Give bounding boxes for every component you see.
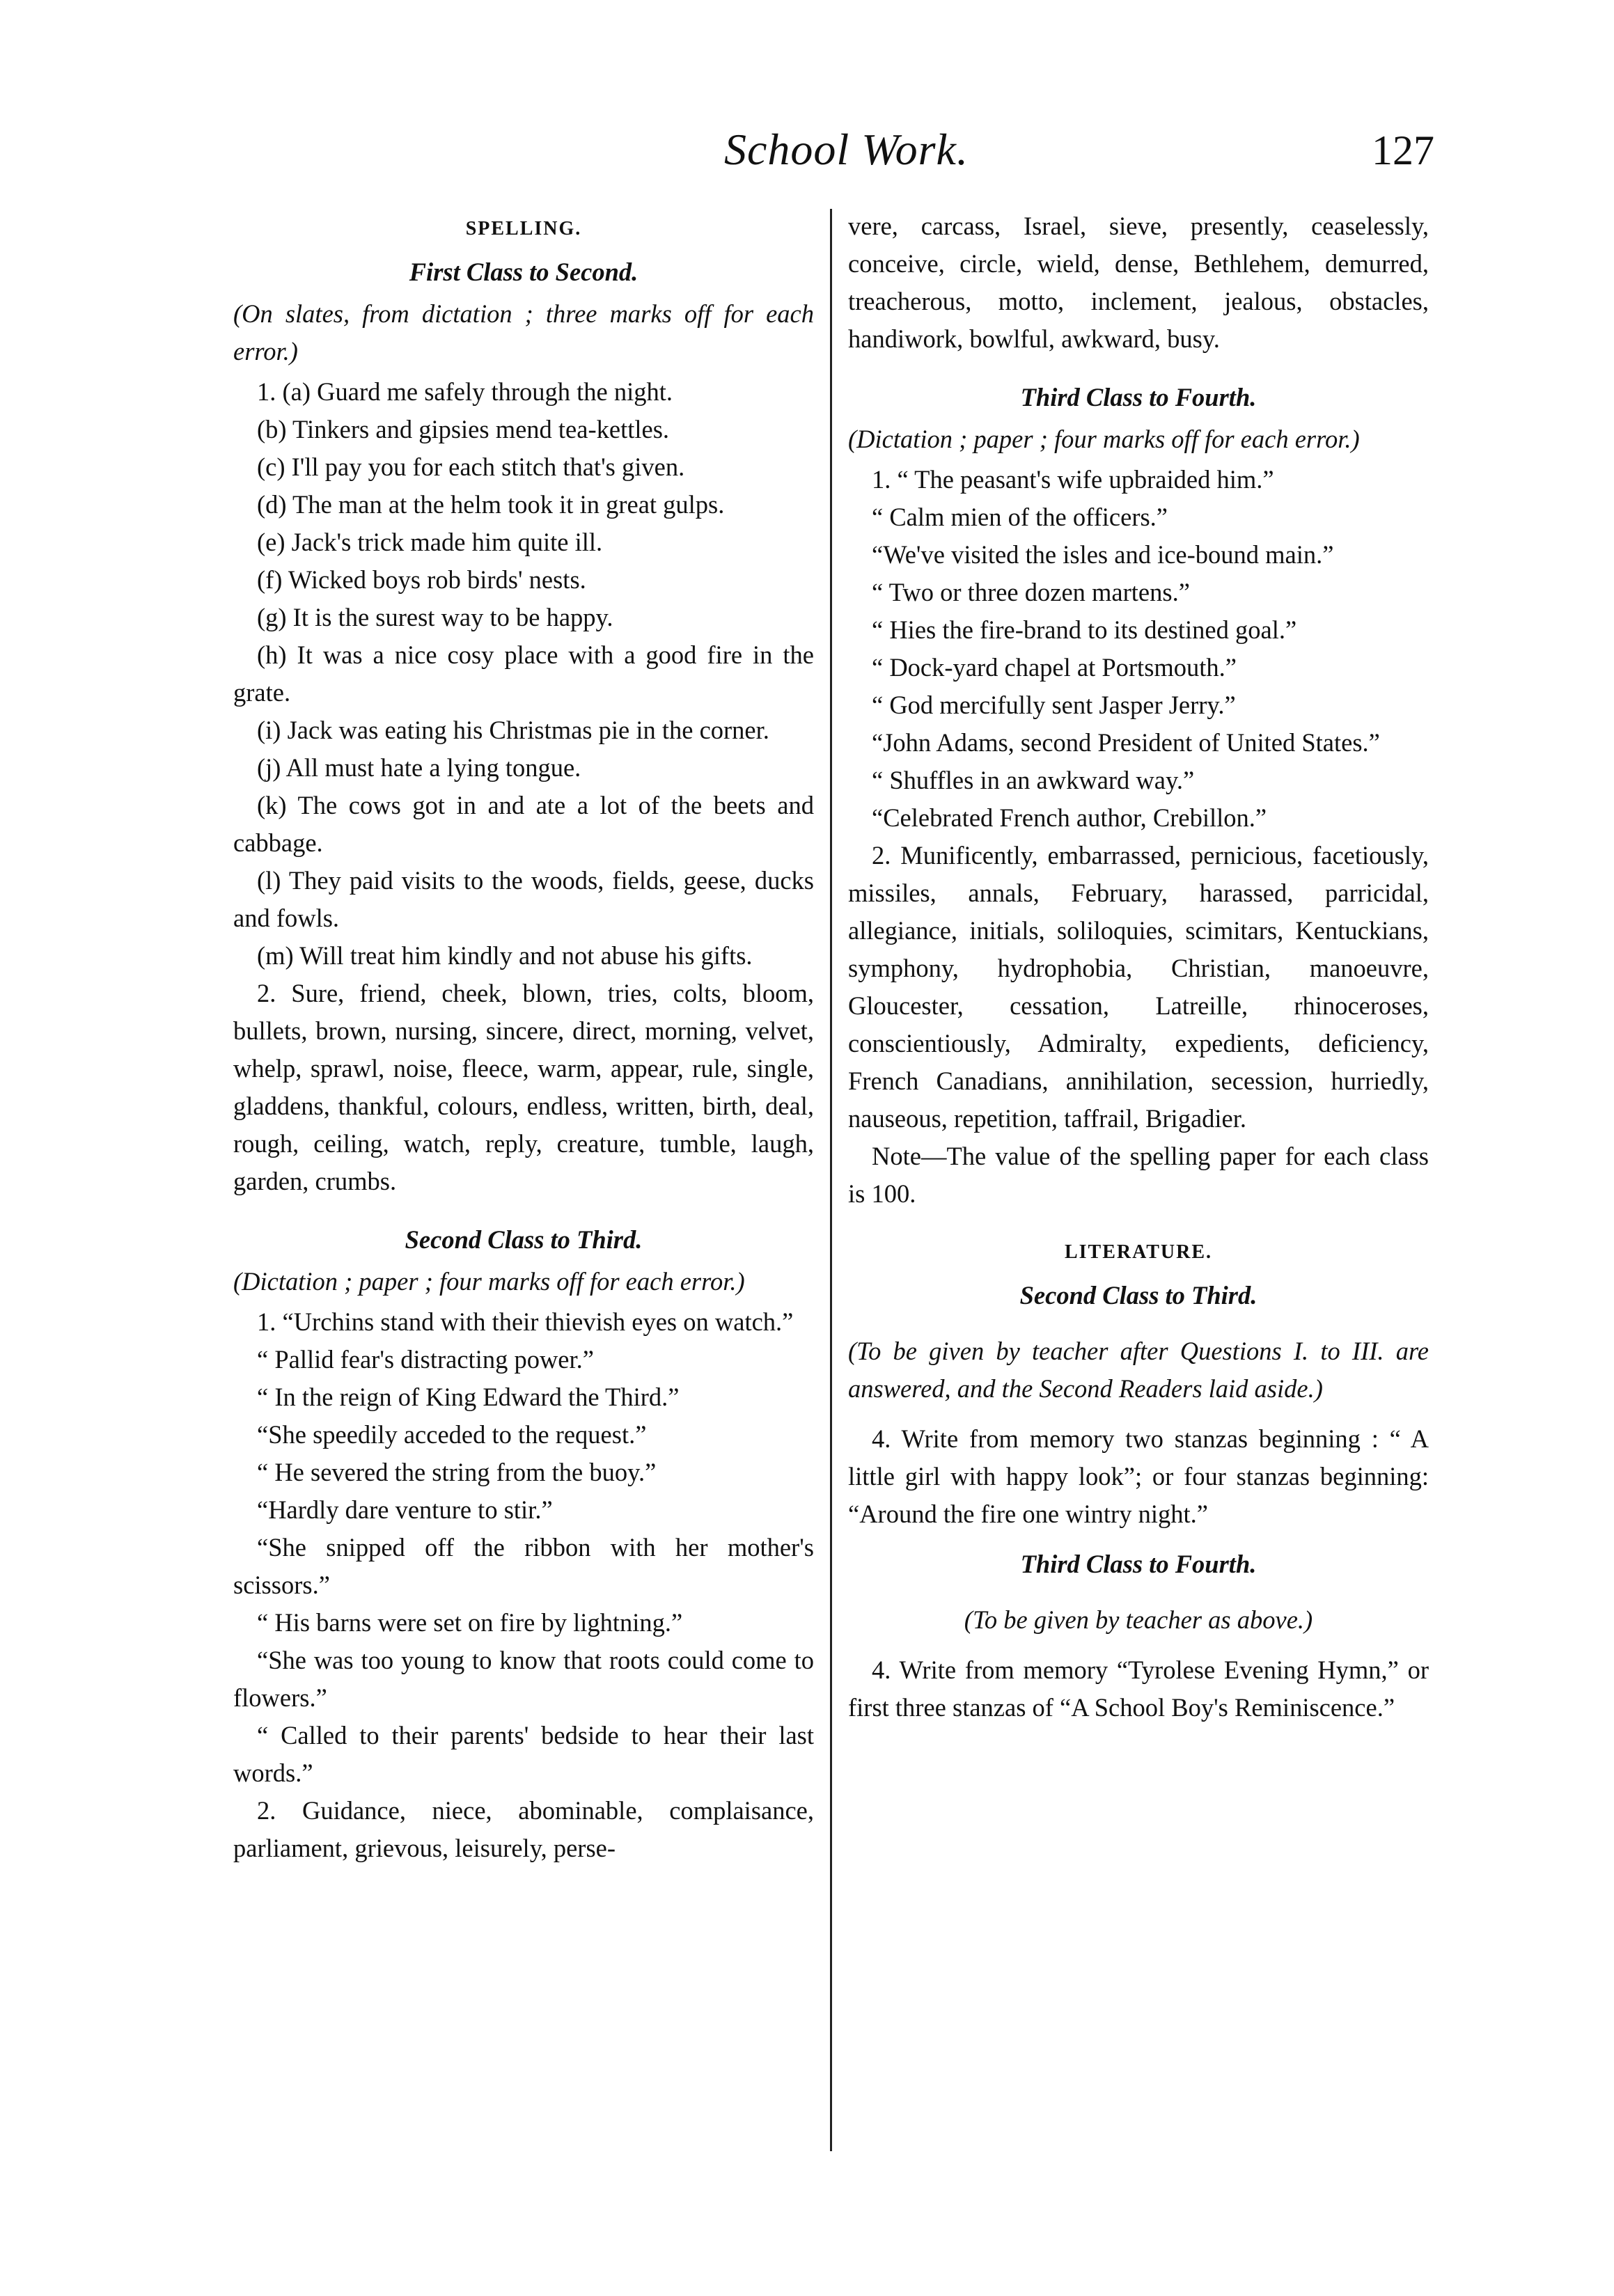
list-item: (f) Wicked boys rob birds' nests. bbox=[257, 565, 586, 594]
list-item: “John Adams, second President of United States.” bbox=[872, 728, 1380, 757]
list-item: (g) It is the surest way to be happy. bbox=[257, 603, 613, 631]
list-item: 1. “Urchins stand with their thievish eyes on watch.” bbox=[257, 1307, 794, 1336]
list-item: 4. Write from memory “Tyrolese Evening Hymn,” or first three stanzas of “A School Boy's Reminiscence.” bbox=[848, 1656, 1429, 1722]
list-item: “She was too young to know that roots could come to flowers.” bbox=[233, 1646, 814, 1712]
spelling-heading: SPELLING. bbox=[465, 218, 582, 239]
list-item: “Hardly dare venture to stir.” bbox=[257, 1495, 553, 1524]
left-column bbox=[233, 207, 814, 1867]
list-item: (i) Jack was eating his Christmas pie in the corner. bbox=[257, 716, 769, 744]
running-title: School Work. bbox=[724, 125, 969, 174]
third-class-instructions: (Dictation ; paper ; four marks off for each error.) bbox=[848, 425, 1360, 453]
list-item: (j) All must hate a lying tongue. bbox=[257, 753, 581, 782]
third-class-heading: Third Class to Fourth. bbox=[1020, 383, 1257, 411]
list-item: 2. Sure, friend, cheek, blown, tries, colts, bloom, bullets, brown, nursing, sincere, direct, morning, velvet, whelp, sprawl, noise, fleece, warm, appear, rule, single, gladdens, thankful, colours, endless, written, birth, deal, rough, ceiling, watch, reply, creature, tumble, laugh, garden, crumbs. bbox=[233, 979, 814, 1195]
lit-second-class-instructions: (To be given by teacher after Questions I. to III. are answered, and the Second Readers laid aside.) bbox=[848, 1337, 1429, 1403]
first-class-instructions: (On slates, from dictation ; three marks off for each error.) bbox=[233, 299, 814, 365]
list-item: “She snipped off the ribbon with her mother's scissors.” bbox=[233, 1533, 814, 1599]
list-item: “ In the reign of King Edward the Third.” bbox=[257, 1383, 680, 1411]
column-divider bbox=[830, 209, 832, 2151]
list-item: 2. Munificently, embarrassed, pernicious, facetiously, missiles, annals, February, harassed, parricidal, allegiance, initials, soliloquies, scimitars, Kentuckians, symphony, hydrophobia, Christian, manoeuvre, Gloucester, cessation, Latreille, rhinoceroses, conscientiously, Admiralty, expedients, deficiency, French Canadians, annihilation, secession, hurriedly, nauseous, repetition, taffrail, Brigadier. bbox=[848, 841, 1429, 1133]
list-item: “ Called to their parents' bedside to hear their last words.” bbox=[233, 1721, 814, 1787]
literature-heading: LITERATURE. bbox=[1064, 1241, 1213, 1263]
list-item: (d) The man at the helm took it in great gulps. bbox=[257, 490, 725, 519]
list-item: “ Two or three dozen martens.” bbox=[872, 578, 1190, 606]
spelling-note: Note—The value of the spelling paper for each class is 100. bbox=[848, 1142, 1429, 1208]
list-item: “She speedily acceded to the request.” bbox=[257, 1420, 647, 1449]
list-item: (e) Jack's trick made him quite ill. bbox=[257, 528, 603, 556]
first-class-heading: First Class to Second. bbox=[409, 258, 638, 286]
list-item: (l) They paid visits to the woods, fields, geese, ducks and fowls. bbox=[233, 866, 814, 932]
list-item: “Celebrated French author, Crebillon.” bbox=[872, 803, 1267, 832]
list-item: 4. Write from memory two stanzas beginning : “ A little girl with happy look”; or four stanzas beginning: “Around the fire one wintry night.” bbox=[848, 1424, 1429, 1528]
list-item: (h) It was a nice cosy place with a good fire in the grate. bbox=[233, 640, 814, 707]
list-item: “ Dock-yard chapel at Portsmouth.” bbox=[872, 653, 1237, 682]
list-item: “We've visited the isles and ice-bound main.” bbox=[872, 540, 1334, 569]
lit-third-class-heading: Third Class to Fourth. bbox=[1020, 1550, 1257, 1578]
list-item: “ His barns were set on fire by lightning.” bbox=[257, 1608, 683, 1637]
list-item: 1. (a) Guard me safely through the night. bbox=[257, 377, 673, 406]
list-item: “ He severed the string from the buoy.” bbox=[257, 1458, 657, 1486]
continued-word-list: vere, carcass, Israel, sieve, presently, ceaselessly, conceive, circle, wield, dense, Bethlehem, demurred, treacherous, motto, inclement, jealous, obstacles, handiwork, bowlful, awkward, busy. bbox=[848, 212, 1429, 353]
list-item: “ Hies the fire-brand to its destined goal.” bbox=[872, 615, 1297, 644]
list-item: “ Calm mien of the officers.” bbox=[872, 503, 1168, 531]
lit-third-class-instructions: (To be given by teacher as above.) bbox=[964, 1605, 1313, 1634]
list-item: “ Pallid fear's distracting power.” bbox=[257, 1345, 594, 1374]
list-item: 1. “ The peasant's wife upbraided him.” bbox=[872, 465, 1274, 494]
second-class-heading: Second Class to Third. bbox=[405, 1225, 643, 1254]
list-item: 2. Guidance, niece, abominable, complaisance, parliament, grievous, leisurely, perse- bbox=[233, 1796, 814, 1862]
list-item: “ Shuffles in an awkward way.” bbox=[872, 766, 1195, 794]
list-item: (b) Tinkers and gipsies mend tea-kettles. bbox=[257, 415, 670, 443]
list-item: “ God mercifully sent Jasper Jerry.” bbox=[872, 691, 1236, 719]
lit-second-class-heading: Second Class to Third. bbox=[1019, 1281, 1257, 1310]
list-item: (c) I'll pay you for each stitch that's given. bbox=[257, 453, 685, 481]
list-item: (k) The cows got in and ate a lot of the beets and cabbage. bbox=[233, 791, 814, 857]
list-item: (m) Will treat him kindly and not abuse his gifts. bbox=[257, 941, 753, 970]
page-number: 127 bbox=[1372, 127, 1434, 173]
right-column bbox=[848, 207, 1429, 1727]
second-class-instructions: (Dictation ; paper ; four marks off for each error.) bbox=[233, 1267, 745, 1296]
